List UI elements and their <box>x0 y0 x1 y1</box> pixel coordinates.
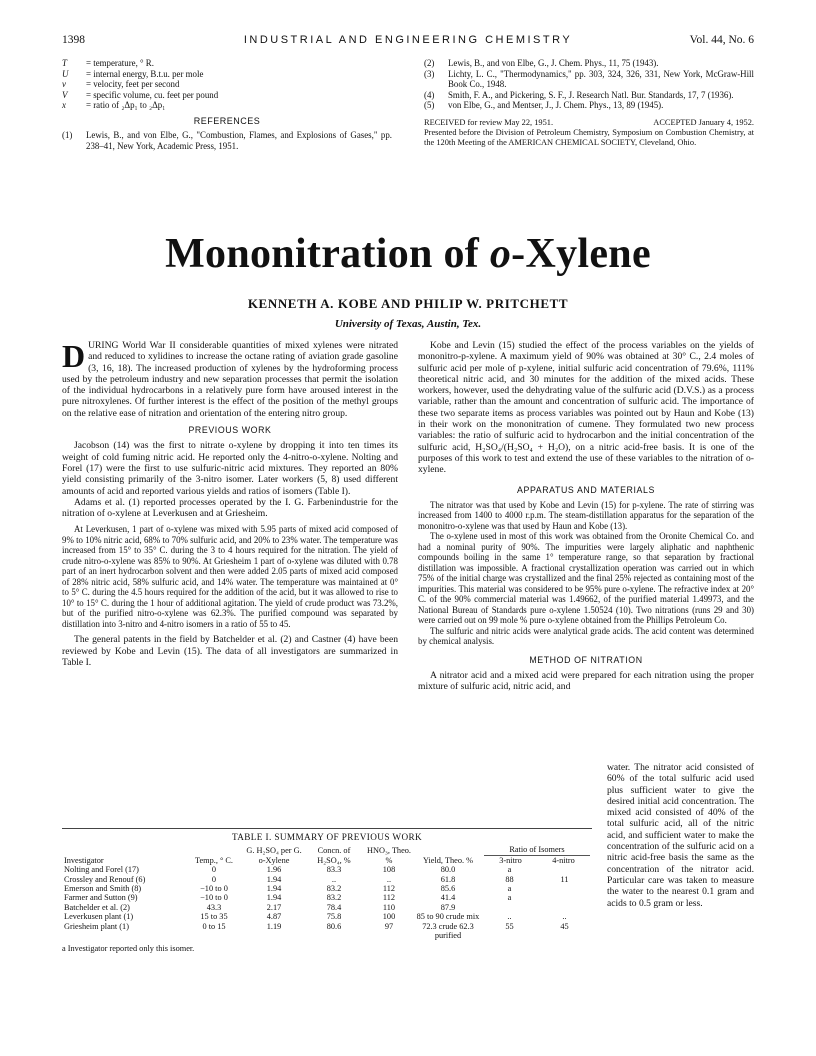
table-cell-g: 2.17 <box>266 902 282 912</box>
reference-text: Lichty, L. C., "Thermodynamics," pp. 303, 324, 326, 331, New York, McGraw-Hill Book Co., 1948. <box>448 68 754 89</box>
table-cell-inv: Emerson and Smith (8) <box>64 884 142 894</box>
table-cell-conc: 83.3 <box>326 865 342 875</box>
nomenclature-item <box>62 58 392 69</box>
table-cell-conc: 83.2 <box>326 893 342 903</box>
symbol-definition: = internal energy, B.t.u. per mole <box>86 68 204 79</box>
table-cell-n3: a <box>507 865 512 875</box>
symbol: V <box>62 89 68 100</box>
table-cell-yield: 72.3 crude 62.3 purified <box>422 921 474 941</box>
reference-text: Lewis, B., and von Elbe, G., J. Chem. Phys., 11, 75 (1943). <box>448 58 659 68</box>
reference-item <box>424 58 754 69</box>
table-cell-hno3: 112 <box>382 884 396 894</box>
table-cell-n3: a <box>507 884 512 894</box>
table-cell-hno3: 100 <box>382 912 396 922</box>
symbol: T <box>62 58 67 68</box>
reference-number: (3) <box>424 68 435 79</box>
table-row <box>62 865 592 874</box>
previous-work-p2: Adams et al. (1) reported processes operated by the I. G. Farbenindustrie for the nitration of o-xylene at Leverkusen and at Griesheim. <box>62 496 398 520</box>
apparatus-p3: The sulfuric and nitric acids were analytical grade acids. The acid content was determined by chemical analysis. <box>418 625 754 647</box>
symbol-definition: = ratio of ₂Δp₁ to ₂Δp₁ <box>86 100 166 110</box>
reference-item <box>424 69 754 90</box>
table-rows <box>62 865 592 940</box>
table-row <box>62 884 592 893</box>
table-cell-temp: 0 to 15 <box>202 921 226 931</box>
reference-number: (4) <box>424 89 435 100</box>
table-cell-hno3: .. <box>386 874 392 884</box>
table-cell-temp: 15 to 35 <box>200 912 228 922</box>
previous-work-heading: PREVIOUS WORK <box>188 425 272 436</box>
col-concn: Concn. of H₂SO₄, % <box>317 846 351 865</box>
reference-item <box>424 90 754 101</box>
table-cell-yield: 87.9 <box>440 902 456 912</box>
col-hno3: HNO₃, Theo. % <box>367 846 411 865</box>
apparatus-p2: The o-xylene used in most of this work was obtained from the Oronite Chemical Co. and had a nominal purity of 90%. The impurities were largely aliphatic and naphthenic compounds boiling in the same 1° temperature range, so that separation by fractional distillation was impossible. A fractional crystallization operation was carried out in which 75% of the initial charge was crystallized and the final 25% rejected as containing most of the impurities. This material was considered to be 95% pure o-xylene. The refractive index at 20° C. of the 90% commercial material was 1.49662, of the purified material 1.49973, and the National Bureau of Standards pure o-xylene 1.50524 (10). Two nitrations (runs 29 and 30) were carried out on 99 mole % pure o-xylene obtained from the Phillips Petroleum Co. <box>418 531 754 626</box>
reference-item <box>62 130 392 151</box>
reference-number: (1) <box>62 130 73 140</box>
table-cell-inv: Griesheim plant (1) <box>64 921 129 931</box>
apparatus-p1: The nitrator was that used by Kobe and Levin (15) for p-xylene. The rate of stirring was increased from 1400 to 4000 r.p.m. The steam-distillation apparatus for the separation of the mononitro-o-xylene was that used by Haun and Kobe (13). <box>418 499 754 531</box>
previous-work-p1: Jacobson (14) was the first to nitrate o-xylene by dropping it into ten times its weight of cold fuming nitric acid. He reported only the 4-nitro-o-xylene. Nolting and Forel (17) were the first to use sulfuric-nitric acid mixtures. They reported an 80% yield consisting primarily of the 3-nitro isomer. Later workers (5, 8) used different amounts of acid and reported various yields and ratios of isomers (Table I). <box>62 440 398 497</box>
method-p1: A nitrator acid and a mixed acid were prepared for each nitration using the proper mixture of sulfuric acid, nitric acid, and <box>418 670 754 693</box>
references-list-left <box>62 130 392 151</box>
table-cell-yield: 80.0 <box>440 865 456 875</box>
col-4-nitro: 4-nitro <box>552 855 575 865</box>
table-cell-hno3: 97 <box>384 921 394 931</box>
nomenclature-item <box>62 90 392 101</box>
previous-work-p3: At Leverkusen, 1 part of o-xylene was mixed with 5.95 parts of mixed acid composed of 9% to 10% nitric acid, 68% to 70% sulfuric acid, and 20% to 23% water. The temperature was increased from 15° to 35° C. during the 3 to 4 hours required for the nitration. The yield of crude nitro-o-xylene was 85% to 90%. At Griesheim 1 part of o-xylene was diluted with 0.78 part of an inert hydrocarbon solvent and then were added 2.05 parts of mixed acid composed of 28% nitric acid, 58% sulfuric acid, and 14% water. The temperature was maintained at 0° to 5° C. during the 4.5 hours required for the addition of the acid, but it was allowed to rise to 10° to 15° C. during the 1 hour of additional agitation. The yield of crude product was 73.2%, but of the purified nitro-o-xylene was 62.3%. The purified compound was separated by distillation into 3-nitro and 4-nitro isomers in a ratio of 55 to 45. <box>62 524 398 629</box>
symbol-definition: = velocity, feet per second <box>86 79 180 89</box>
table-cell-yield: 85 to 90 crude mix <box>416 912 480 922</box>
table-cell-n4: .. <box>562 912 567 922</box>
table-row <box>62 922 592 941</box>
table-cell-inv: Batchelder et al. (2) <box>64 902 130 912</box>
presentation-note: Presented before the Division of Petroleum Chemistry, Symposium on Combustion Chemistry, at the 120th Meeting of the AMERICAN CHEMICAL SOCIETY, Cleveland, Ohio. <box>424 127 754 147</box>
nomenclature-item <box>62 79 392 90</box>
reference-item <box>424 100 754 111</box>
nomenclature-item <box>62 100 392 111</box>
table-cell-temp: 43.3 <box>206 902 222 912</box>
intro-paragraph: DURING World War II considerable quantities of mixed xylenes were nitrated and reduced to xylidines to increase the octane rating of aviation grade gasoline (3, 16, 18). The increased production of xylenes by the hydroforming process used by the petroleum industry and new separation processes that permit the isolation of the individual hydrocarbons in a relatively pure form have aroused interest in the pure nitroxylenes. Of further interest is the effect of the position of the methyl groups on the relative ease of nitration and orientation of the entering nitro group. <box>62 338 398 419</box>
table-row <box>62 912 592 921</box>
received-note <box>424 118 754 148</box>
page-number: 1398 <box>62 34 85 46</box>
table-cell-inv: Leverkusen plant (1) <box>64 912 134 922</box>
table-cell-inv: Crossley and Renouf (6) <box>64 874 146 884</box>
symbol: U <box>62 68 69 79</box>
table-cell-yield: 85.6 <box>440 884 456 894</box>
table-cell-inv: Nolting and Forel (17) <box>64 865 139 875</box>
table-footnote: a Investigator reported only this isomer. <box>62 944 195 954</box>
accepted-date: ACCEPTED January 4, 1952. <box>653 117 754 127</box>
col-temp: Temp., ° C. <box>195 855 233 865</box>
table-cell-temp: −10 to 0 <box>200 884 228 894</box>
table-cell-n4 <box>537 865 592 874</box>
table-cell-conc: 75.8 <box>326 912 342 922</box>
table-cell-yield: 41.4 <box>440 893 456 903</box>
received-date: RECEIVED for review May 22, 1951. <box>424 117 554 127</box>
table-cell-g: 1.96 <box>266 865 282 875</box>
apparatus-heading: APPARATUS AND MATERIALS <box>517 484 655 495</box>
article-title: Mononitration of o-Xylene <box>165 231 651 277</box>
table-cell-n3: 88 <box>505 874 514 884</box>
left-column <box>62 340 398 668</box>
table-row <box>62 903 592 912</box>
reference-text: Lewis, B., and von Elbe, G., "Combustion, Flames, and Explosions of Gases," pp. 238–41, New York, Academic Press, 1951. <box>86 130 392 151</box>
references-right-block <box>424 58 754 148</box>
symbol-definition: = specific volume, cu. feet per pound <box>86 89 219 100</box>
table-cell-g: 4.87 <box>266 912 282 922</box>
right-column <box>418 340 754 693</box>
article-authors: KENNETH A. KOBE AND PHILIP W. PRITCHETT <box>247 296 569 311</box>
table-caption: TABLE I. SUMMARY OF PREVIOUS WORK <box>231 832 423 842</box>
journal-name: INDUSTRIAL AND ENGINEERING CHEMISTRY <box>243 34 573 46</box>
table-cell-g: 1.94 <box>266 893 282 903</box>
table-cell-g: 1.94 <box>266 874 282 884</box>
table-cell-n4 <box>537 903 592 912</box>
table-cell-conc: 83.2 <box>326 884 342 894</box>
table-cell-g: 1.94 <box>266 884 282 894</box>
table-cell-n4: 11 <box>560 874 569 884</box>
volume-issue: Vol. 44, No. 6 <box>689 34 754 46</box>
method-continuation: water. The nitrator acid consisted of 60% of the total sulfuric acid used plus sufficient water to give the desired initial acid concentration. The mixed acid consisted of 40% of the total sulfuric acid, all of the nitric acid, and sufficient water to make the concentration of the sulfuric acid on a nitric acid-free basis the same as the concentration of the nitrator acid. Particular care was taken to measure the water to the nearest 0.1 gram and acids to 0.5 gram or less. <box>607 762 754 909</box>
table-cell-n4: 45 <box>560 921 569 931</box>
reference-text: Smith, F. A., and Pickering, S. F., J. Research Natl. Bur. Standards, 17, 7 (1936). <box>448 89 734 100</box>
article-affiliation: University of Texas, Austin, Tex. <box>334 318 482 330</box>
references-heading: REFERENCES <box>193 115 261 126</box>
table-cell-n3: 55 <box>505 921 514 931</box>
symbol-definition: = temperature, ° R. <box>86 58 154 68</box>
table-cell-n4 <box>537 884 592 893</box>
table-body <box>62 845 592 940</box>
references-list-right <box>424 58 754 111</box>
reference-number: (5) <box>424 100 435 110</box>
table-cell-hno3: 108 <box>382 865 396 875</box>
table-cell-temp: 0 <box>211 874 217 884</box>
table-cell-conc: 80.6 <box>326 921 342 931</box>
running-header <box>62 34 754 50</box>
table-cell-n3: a <box>507 893 512 903</box>
col-yield: Yield, Theo. % <box>422 855 474 865</box>
drop-cap: D <box>62 338 86 374</box>
previous-work-p4: The general patents in the field by Batchelder et al. (2) and Castner (4) have been reviewed by Kobe and Levin (15). The data of all investigators are summarized in Table I. <box>62 634 398 669</box>
nomenclature-list <box>62 58 392 111</box>
table-cell-conc: .. <box>331 874 337 884</box>
col-ratio: Ratio of Isomers 3-nitro 4-nitro <box>482 845 592 865</box>
symbol: x <box>62 100 66 110</box>
table-cell-conc: 78.4 <box>326 902 342 912</box>
reference-number: (2) <box>424 58 435 68</box>
table-cell-n3 <box>482 903 537 912</box>
reference-text: von Elbe, G., and Mentser, J., J. Chem. Phys., 13, 89 (1945). <box>448 100 664 110</box>
table-1 <box>62 828 592 954</box>
table-cell-g: 1.19 <box>266 921 282 931</box>
nomenclature-item <box>62 69 392 80</box>
symbol: v <box>62 79 66 89</box>
table-row <box>62 893 592 902</box>
kobe-levin-paragraph: Kobe and Levin (15) studied the effect of the process variables on the yields of mononitro-p-xylene. A maximum yield of 90% was obtained at 30° C., 2.4 moles of sulfuric acid per mole of p-xylene, initial sulfuric acid concentration of 79.6%, 111% theoretical nitric acid, and 30 minutes for the addition of the mixed acids. These workers, however, used the dehydrating value of the sulfuric acid (D.V.S.) as a process variable, rather than the amount and concentration of sulfuric acid. The importance of these two separate items as process variables was pointed out by Haun and Kobe (13) in their work on the mononitration of cumene. They formulated two new process variables: the ratio of sulfuric acid to hydrocarbon and the initial concentration of the sulfuric acid, H₂SO₄/(H₂SO₄ + H₂O), on a nitric acid-free basis. It is one of the purposes of this work to test and extend the use of these variables to the nitration of o-xylene. <box>418 340 754 476</box>
table-cell-inv: Farmer and Sutton (9) <box>64 893 138 903</box>
table-cell-n4 <box>537 893 592 902</box>
method-heading: METHOD OF NITRATION <box>529 654 643 665</box>
col-3-nitro: 3-nitro <box>499 855 522 865</box>
nomenclature-and-references <box>62 58 392 151</box>
col-g-h2so4: G. H₂SO₄ per G. o-Xylene <box>246 846 302 865</box>
col-investigator: Investigator <box>64 855 104 865</box>
table-cell-n3: .. <box>507 912 512 922</box>
table-cell-yield: 61.8 <box>440 874 456 884</box>
table-row <box>62 875 592 884</box>
table-cell-temp: −10 to 0 <box>200 893 228 903</box>
table-cell-hno3: 112 <box>382 893 396 903</box>
table-cell-temp: 0 <box>211 865 217 875</box>
table-cell-hno3: 110 <box>382 902 396 912</box>
